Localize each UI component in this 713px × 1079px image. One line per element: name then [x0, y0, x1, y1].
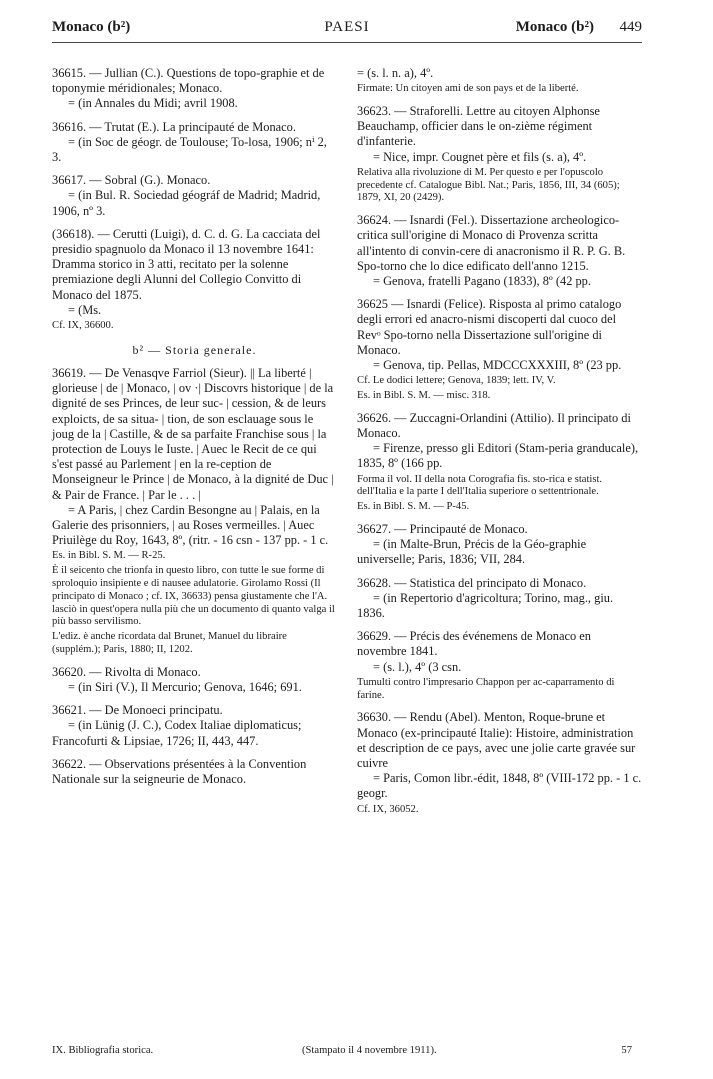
left-column: [52, 66, 337, 795]
bibliography-entry: [52, 703, 337, 749]
entry-title: 36624. — Isnardi (Fel.). Dissertazione archeologico-critica sull'origine di Monaco di Provenza scritta all'intento di convin-cere di anacronismo il R. P. G. B. Spo-torno che lo dice edificato dell'anno 1215.: [357, 213, 626, 273]
bibliography-entry: [357, 576, 642, 622]
entry-title: 36627. — Principauté de Monaco.: [357, 522, 528, 537]
entry-note: Es. in Bibl. S. M. — R-25.: [52, 550, 166, 562]
entry-imprint: = (in Siri (V.), Il Mercurio; Genova, 1646; 691.: [68, 680, 302, 695]
entry-note: Cf. IX, 36600.: [52, 320, 114, 332]
entry-title: 36622. — Observations présentées à la Convention Nationale sur la seigneurie de Monaco.: [52, 756, 307, 787]
entry-note: Tumulti contro l'impresario Chappon per ac-caparramento di farine.: [357, 676, 615, 701]
header-left: Monaco (b²): [52, 19, 131, 35]
entry-imprint: = (in Bul. R. Sociedad géográf de Madrid; Madrid, 1906, nº 3.: [52, 188, 321, 218]
page-number: 449: [619, 19, 642, 35]
running-header: [52, 15, 642, 45]
entry-note: Cf. IX, 36052.: [357, 803, 419, 815]
entry-title: 36626. — Zuccagni-Orlandini (Attilio). Il principato di Monaco.: [357, 410, 631, 441]
entry-imprint: = (Ms.: [68, 302, 102, 317]
entry-imprint: = Nice, impr. Cougnet père et fils (s. a), 4º.: [373, 149, 587, 164]
bibliography-entry: [52, 227, 337, 333]
entry-note: Forma il vol. II della nota Corografia fis. sto-rica e statist. dell'Italia e la parte I dell'Italia superiore o settentrionale.: [357, 473, 603, 498]
bibliography-entry: [357, 411, 642, 514]
entry-title: 36617. — Sobral (G.). Monaco.: [52, 173, 211, 188]
entry-imprint: = A Paris, | chez Cardin Besongne au | Palais, en la Galerie des prisonniers, | au Roses vermeilles. | Auec Priuilège du Roy, 1643, 8º, (ritr. - 16 csn - 137 pp. - 1 c.: [52, 502, 329, 548]
entry-title: (36618). — Cerutti (Luigi), d. C. d. G. La cacciata del presidio spagnuolo da Monaco il 13 novembre 1641: Dramma storico in 3 atti, recitato per la solenne premiazione degli Alunni del Collegio Convitto di Monaco del 1875.: [52, 226, 321, 302]
bibliography-entry: [357, 66, 642, 96]
entry-title: 36625 — Isnardi (Felice). Risposta al primo catalogo degli errori ed anacro-nismi discoperti dal cuoco del Revᵒ Spo-torno nella Dissertazione sull'origine di Monaco.: [357, 297, 622, 357]
bibliography-entry: [52, 120, 337, 166]
entry-imprint: = (in Annales du Midi; avril 1908.: [68, 96, 238, 111]
entry-title: 36630. — Rendu (Abel). Menton, Roque-brune et Monaco (ex-principauté Italie): Histoire, administration et description de ce pays, avec une jolie carte gravée sur cuivre: [357, 710, 636, 771]
entry-note: Cf. Le dodici lettere; Genova, 1839; lett. IV, V.: [357, 375, 556, 387]
bibliography-entry: [52, 66, 337, 112]
footer-left: IX. Bibliografia storica.: [52, 1045, 154, 1056]
entry-imprint: = (in Lünig (J. C.), Codex Italiae diplomaticus; Francofurti & Lipsiae, 1726; II, 443, 447.: [52, 718, 302, 748]
bibliography-entry: [52, 366, 337, 657]
entry-title: 36623. — Straforelli. Lettre au citoyen Alphonse Beauchamp, officier dans le on-zième régiment d'infanterie.: [357, 104, 600, 149]
entry-imprint: = Paris, Comon libr.-édit, 1848, 8º (VIII-172 pp. - 1 c. geogr.: [357, 771, 642, 801]
section-heading: b² — Storia generale.: [132, 342, 257, 357]
entry-note: L'ediz. è anche ricordata dal Brunet, Manuel du libraire (supplém.); Paris, 1880; II, 1202.: [52, 631, 287, 656]
entry-imprint: = (s. l.), 4º (3 csn.: [373, 659, 462, 674]
bibliography-entry: [357, 104, 642, 205]
bibliography-entry: [52, 665, 337, 695]
footer-right: 57: [621, 1045, 632, 1056]
entry-title: = (s. l. n. a), 4º.: [357, 66, 434, 80]
bibliography-entry: [52, 757, 337, 787]
bibliography-entry: [357, 297, 642, 403]
entry-title: 36629. — Précis des événemens de Monaco en novembre 1841.: [357, 629, 591, 659]
bibliography-entry: [357, 710, 642, 816]
entry-note: È il seicento che trionfa in questo libro, con tutte le sue forme di sproloquio insipiente e di nausee adulatorie. Girolamo Rossi (Il principato di Monaco ; cf. IX, 36633) pensa giustamente che l'A. lasciò in quest'opera nulla più che un documento di quanto valga il più basso servilismo.: [52, 565, 335, 628]
header-rule: [52, 42, 642, 43]
bibliography-entry: [357, 213, 642, 289]
header-right: Monaco (b²): [515, 19, 594, 35]
entry-imprint: = Firenze, presso gli Editori (Stam-peria granducale), 1835, 8º (166 pp.: [357, 441, 639, 471]
entry-title: 36628. — Statistica del principato di Monaco.: [357, 575, 587, 590]
entry-title: 36619. — De Venasqve Farriol (Sieur). || La liberté | glorieuse | de | Monaco, | ov ·| Discovrs historique | de la dignité de ses Princes, de leur suc- | cession, & de leurs exploicts, de sa situa- | tion, de son esclauage sous le joug de la | Castille, & de sa parfaite Franchise sous | la protection de Louys le Iuste. | Auec le Recit de ce qui s'est passé au Parlement | en la re-ception de Monseigneur le Prince | de Monaco, à la dignité de Duc | & Pair de France. | Par le . . . |: [52, 366, 334, 502]
entry-imprint: = Genova, tip. Pellas, MDCCCXXXIII, 8º (23 pp.: [373, 358, 622, 373]
header-center: PAESI: [324, 19, 370, 35]
entry-imprint: = (in Soc de géogr. de Toulouse; To-losa, 1906; nⁱ 2, 3.: [52, 134, 327, 165]
bibliography-entry: [357, 522, 642, 568]
bibliography-entry: [357, 629, 642, 702]
entry-note: Firmate: Un citoyen ami de son pays et de la liberté.: [357, 83, 579, 95]
entry-imprint: = Genova, fratelli Pagano (1833), 8º (42 pp.: [373, 274, 591, 289]
entry-title: 36616. — Trutat (E.). La principauté de Monaco.: [52, 119, 296, 134]
entry-imprint: = (in Malte-Brun, Précis de la Géo-graphie universelle; Paris, 1836; VII, 284.: [357, 537, 587, 567]
entry-note: Es. in Bibl. S. M. — P-45.: [357, 501, 470, 513]
bibliography-entry: [52, 173, 337, 219]
entry-note: Relativa alla rivoluzione di M. Per questo e per l'opuscolo precedente cf. Catalogue Bibl. Nat.; Paris, 1856, III, 34 (605); 1879, XI, 20 (2429).: [357, 166, 620, 204]
right-column: [357, 66, 642, 824]
entry-imprint: = (in Repertorio d'agricoltura; Torino, mag., giu. 1836.: [357, 590, 614, 621]
entry-title: 36621. — De Monoeci principatu.: [52, 703, 223, 718]
entry-title: 36615. — Jullian (C.). Questions de topo-graphie et de toponymie méridionales; Monaco.: [52, 66, 325, 96]
footer-center: (Stampato il 4 novembre 1911).: [302, 1045, 437, 1056]
entry-title: 36620. — Rivolta di Monaco.: [52, 664, 201, 679]
entry-note: Es. in Bibl. S. M. — misc. 318.: [357, 390, 491, 402]
